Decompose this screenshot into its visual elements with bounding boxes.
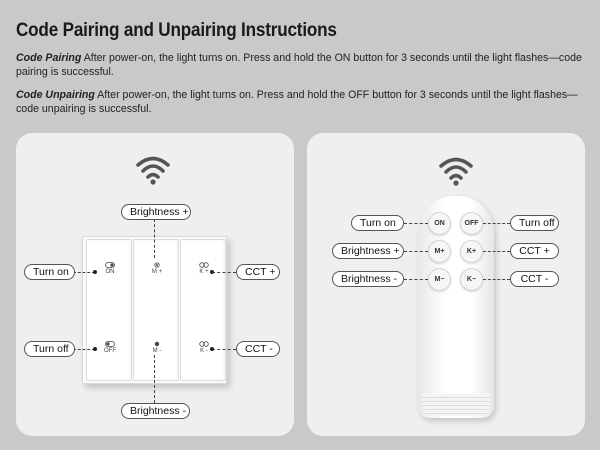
wifi-icon (438, 153, 474, 187)
page-title: Code Pairing and Unpairing Instructions (16, 20, 337, 41)
on-glyph-label: ON (105, 269, 115, 275)
remote-label-turn-on: Turn on (351, 215, 404, 231)
pairing-text: After power-on, the light turns on. Press and hold the ON button for 3 seconds until the light flashes—code pairing is successful. (16, 52, 582, 78)
connector-dot (93, 347, 97, 351)
connector-dot (93, 270, 97, 274)
m-plus-label: M + (151, 269, 163, 275)
remote-m-plus-button[interactable]: M+ (428, 240, 451, 263)
brightness-icon (154, 341, 160, 347)
toggle-icon (105, 341, 115, 347)
remote-label-turn-off: Turn off (510, 215, 559, 231)
connector-remote-brightness-down (404, 279, 428, 280)
remote-on-button[interactable]: ON (428, 212, 451, 235)
pairing-label: Code Pairing (16, 52, 82, 64)
connector-turn-on (73, 272, 95, 273)
connector-dot (210, 347, 214, 351)
label-cct-up: CCT + (236, 264, 280, 280)
remote-label-brightness-up: Brightness + (332, 243, 404, 259)
rocker-middle[interactable] (133, 239, 179, 381)
remote-k-minus-button[interactable]: K− (460, 268, 483, 291)
remote-m-minus-button[interactable]: M− (428, 268, 451, 291)
remote-off-button[interactable]: OFF (460, 212, 483, 235)
cct-icon (199, 341, 209, 347)
remote-battery-cover (422, 394, 490, 416)
connector-brightness-up (154, 219, 155, 258)
k-plus-label: K + (199, 269, 209, 275)
k-minus-label: K - (200, 348, 208, 354)
remote-label-cct-up: CCT + (510, 243, 559, 259)
m-minus-label: M - (152, 348, 162, 354)
connector-turn-off (73, 349, 95, 350)
connector-remote-turn-on (404, 223, 428, 224)
connector-remote-brightness-up (404, 251, 428, 252)
connector-cct-down (212, 349, 236, 350)
m-minus-glyph (134, 341, 180, 355)
label-brightness-up: Brightness + (121, 204, 191, 220)
rocker-right[interactable] (180, 239, 226, 381)
brightness-icon (154, 262, 160, 268)
connector-cct-up (212, 272, 236, 273)
cct-icon (199, 262, 209, 268)
connector-remote-cct-down (483, 279, 510, 280)
remote-label-brightness-down: Brightness - (332, 271, 404, 287)
connector-dot (210, 270, 214, 274)
toggle-icon (105, 262, 115, 268)
wifi-icon (135, 152, 171, 186)
label-brightness-down: Brightness - (121, 403, 190, 419)
remote-label-cct-down: CCT - (510, 271, 559, 287)
label-turn-on: Turn on (24, 264, 75, 280)
unpairing-label: Code Unpairing (16, 89, 95, 101)
unpairing-instructions (16, 88, 586, 116)
connector-remote-turn-off (483, 223, 510, 224)
pairing-instructions (16, 51, 586, 79)
label-cct-down: CCT - (236, 341, 280, 357)
connector-remote-cct-up (483, 251, 510, 252)
m-plus-glyph (134, 262, 180, 276)
rocker-left[interactable] (86, 239, 132, 381)
connector-brightness-down (154, 355, 155, 403)
k-plus-glyph (181, 262, 227, 276)
unpairing-text: After power-on, the light turns on. Press and hold the OFF button for 3 seconds until the light flashes—code unpairing is successful. (16, 89, 578, 115)
off-glyph-label: OFF (104, 348, 116, 354)
remote-k-plus-button[interactable]: K+ (460, 240, 483, 263)
label-turn-off: Turn off (24, 341, 75, 357)
k-minus-glyph (181, 341, 227, 355)
